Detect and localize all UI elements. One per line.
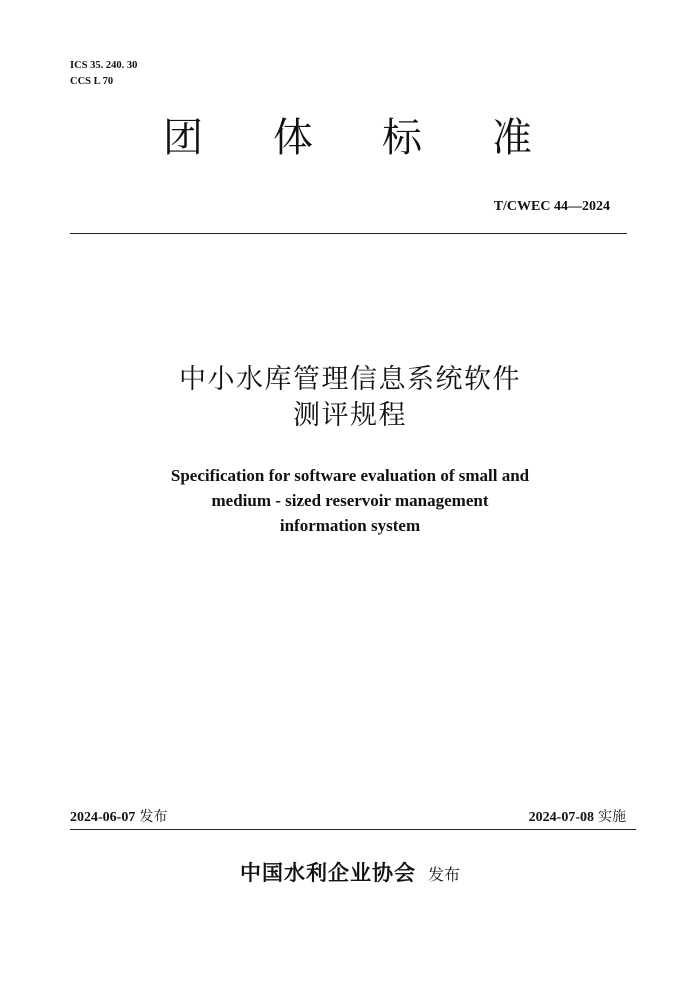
implementation-date: 2024-07-08 bbox=[528, 810, 594, 825]
standard-number: T/CWEC 44—2024 bbox=[493, 199, 610, 214]
issue-date-block bbox=[70, 806, 167, 826]
implementation-date-block bbox=[529, 806, 626, 826]
doc-type-char-2: 体 bbox=[273, 115, 313, 161]
doc-type-char-3: 标 bbox=[382, 115, 422, 161]
bottom-divider bbox=[70, 829, 636, 830]
english-title-line-1: Specification for software evaluation of small and bbox=[170, 466, 530, 485]
doc-type-char-1: 团 bbox=[163, 115, 203, 161]
issue-label: 发布 bbox=[139, 809, 168, 825]
doc-type-char-4: 准 bbox=[492, 115, 532, 161]
english-title-line-2: medium - sized reservoir management bbox=[211, 491, 489, 510]
ccs-code: CCS L 70 bbox=[70, 76, 114, 87]
publisher-line bbox=[0, 857, 700, 887]
issue-date: 2024-06-07 bbox=[70, 810, 136, 825]
english-title-line-3: information system bbox=[279, 516, 421, 535]
chinese-title-line-2: 测评规程 bbox=[293, 400, 407, 431]
english-title bbox=[0, 463, 700, 538]
chinese-title bbox=[0, 362, 700, 434]
classification-codes bbox=[70, 58, 137, 90]
ics-code: ICS 35. 240. 30 bbox=[70, 60, 138, 71]
publisher-label: 发布 bbox=[427, 865, 460, 884]
implementation-label: 实施 bbox=[598, 809, 626, 825]
publisher-name: 中国水利企业协会 bbox=[239, 861, 416, 885]
top-divider bbox=[70, 233, 627, 234]
chinese-title-line-1: 中小水库管理信息系统软件 bbox=[179, 364, 521, 395]
